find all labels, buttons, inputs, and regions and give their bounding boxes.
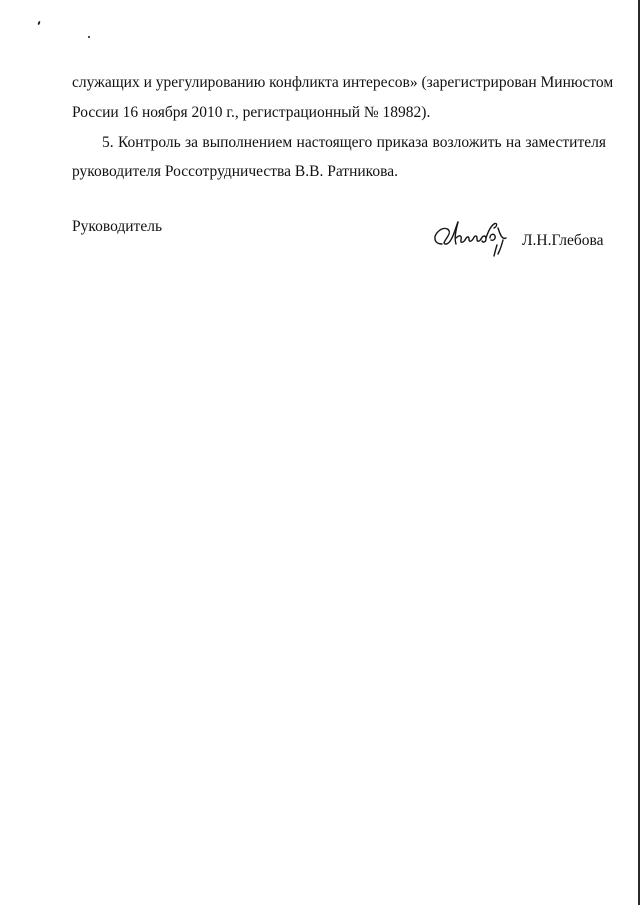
paragraph-line: руководителя Россотрудничества В.В. Ратникова. <box>72 163 399 180</box>
paragraph-line: служащих и урегулированию конфликта интересов» (зарегистрирован Минюстом <box>72 74 614 91</box>
signatory-name: Л.Н.Глебова <box>522 232 604 249</box>
scan-speck <box>88 36 90 38</box>
paragraph-line: 5. Контроль за выполнением настоящего приказа возложить на заместителя <box>102 134 606 151</box>
paragraph-line: России 16 ноября 2010 г., регистрационный № 18982). <box>72 104 431 121</box>
signatory-role: Руководитель <box>72 218 163 235</box>
scan-speck <box>37 21 40 25</box>
handwritten-signature <box>428 214 518 266</box>
